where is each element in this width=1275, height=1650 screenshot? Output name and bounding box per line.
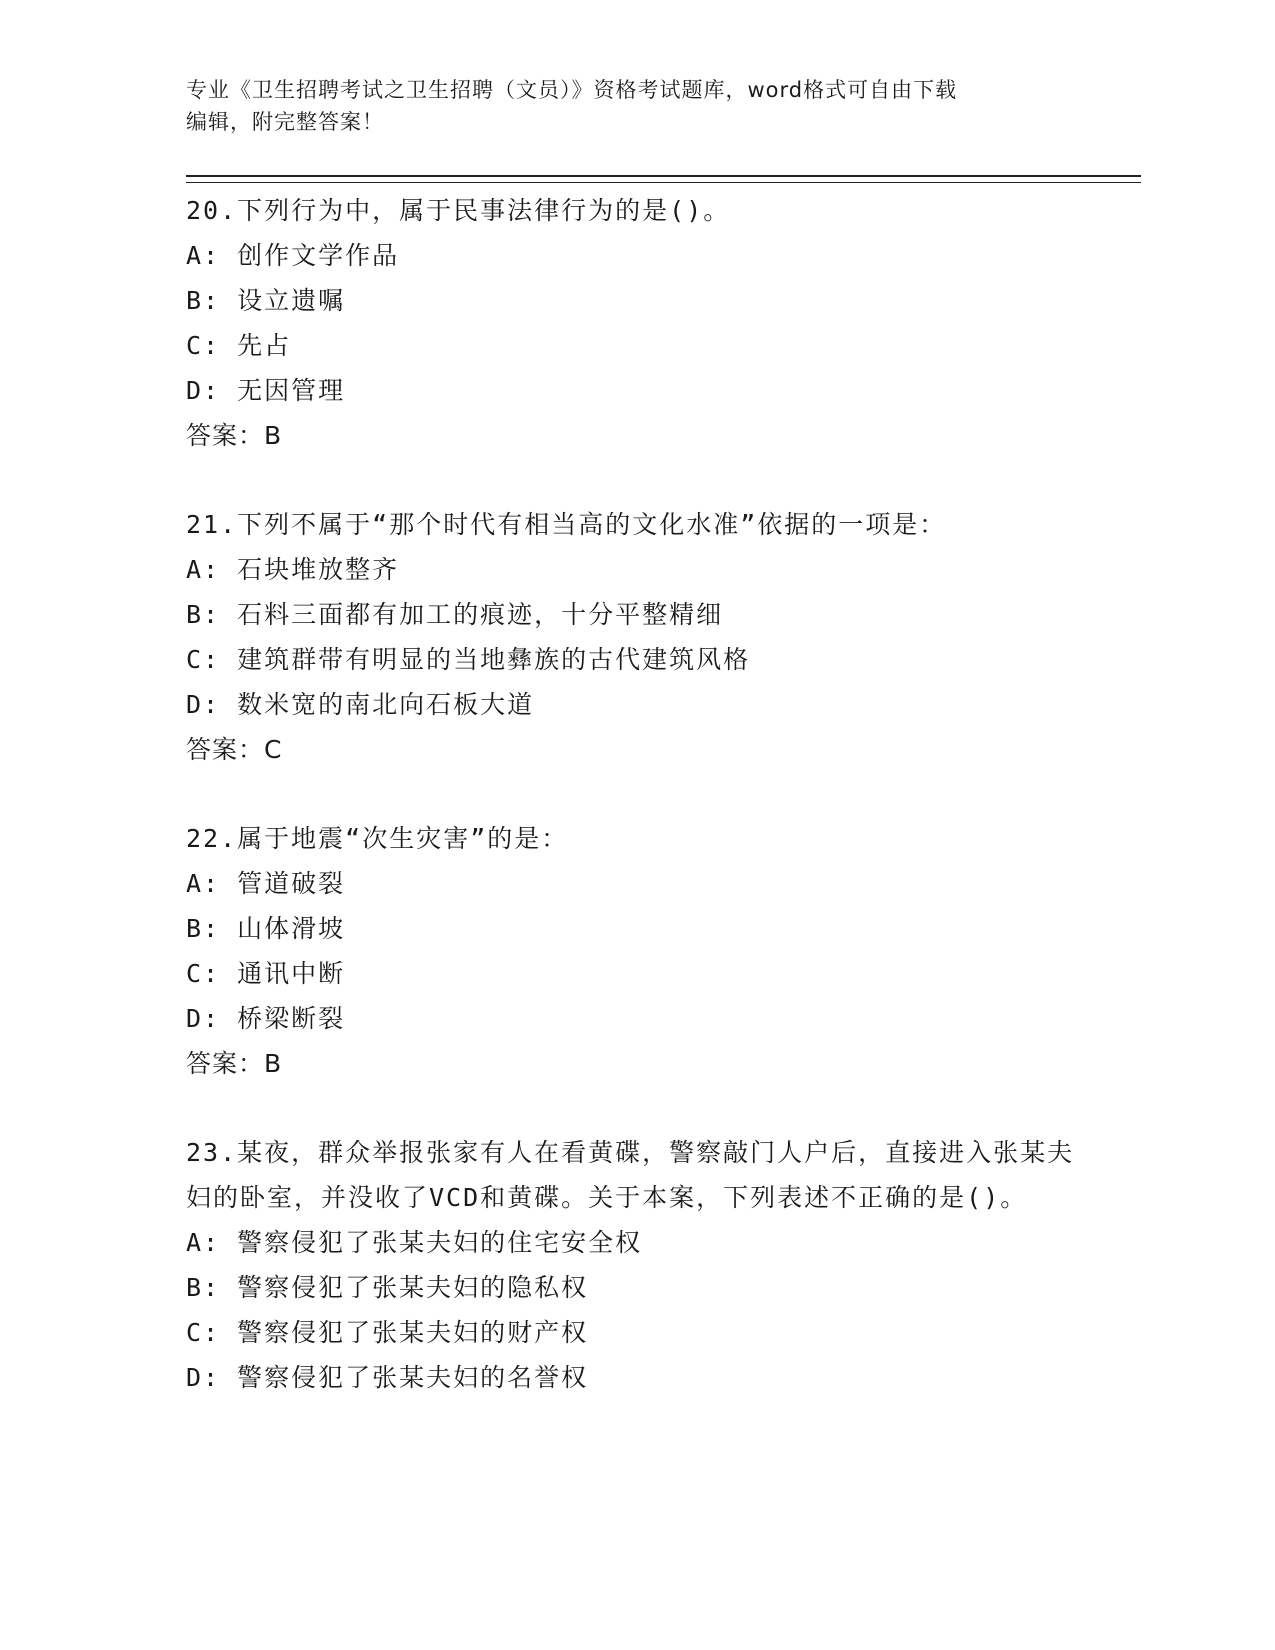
question-text: 23.某夜，群众举报张家有人在看黄碟，警察敲门人户后，直接进入张某夫妇的卧室，并没收了VCD和黄碟。关于本案，下列表述不正确的是()。 <box>186 1138 1075 1212</box>
question-text: 22.属于地震“次生灾害”的是： <box>186 824 569 853</box>
header-divider-thin <box>186 182 1141 183</box>
header-divider-thick <box>186 175 1141 177</box>
question-text: 20.下列行为中，属于民事法律行为的是()。 <box>186 196 731 225</box>
question-text: 21.下列不属于“那个时代有相当高的文化水准”依据的一项是： <box>186 510 947 539</box>
question-21 <box>186 502 1086 772</box>
option-c: C: 警察侵犯了张某夫妇的财产权 <box>186 1318 589 1347</box>
option-c: C: 建筑群带有明显的当地彝族的古代建筑风格 <box>186 645 751 674</box>
option-a: A: 管道破裂 <box>186 869 346 898</box>
option-d: D: 警察侵犯了张某夫妇的名誉权 <box>186 1363 589 1392</box>
question-20 <box>186 188 1086 458</box>
option-d: D: 桥梁断裂 <box>186 1004 346 1033</box>
option-b: B: 石料三面都有加工的痕迹，十分平整精细 <box>186 600 724 629</box>
option-d: D: 无因管理 <box>186 376 346 405</box>
option-a: A: 警察侵犯了张某夫妇的住宅安全权 <box>186 1228 643 1257</box>
header-line-1: 专业《卫生招聘考试之卫生招聘（文员）》资格考试题库，word格式可自由下载 <box>186 78 958 102</box>
option-b: B: 设立遗嘱 <box>186 286 346 315</box>
option-d: D: 数米宽的南北向石板大道 <box>186 690 535 719</box>
answer-line: 答案：B <box>186 421 283 450</box>
document-header <box>186 74 1086 138</box>
option-b: B: 警察侵犯了张某夫妇的隐私权 <box>186 1273 589 1302</box>
option-b: B: 山体滑坡 <box>186 914 346 943</box>
question-23 <box>186 1130 1086 1400</box>
answer-line: 答案：C <box>186 735 283 764</box>
header-line-2: 编辑，附完整答案！ <box>186 110 384 134</box>
option-c: C: 通讯中断 <box>186 959 346 988</box>
question-list <box>186 188 1086 1444</box>
option-c: C: 先占 <box>186 331 292 360</box>
answer-line: 答案：B <box>186 1049 283 1078</box>
option-a: A: 创作文学作品 <box>186 241 400 270</box>
question-22 <box>186 816 1086 1086</box>
option-a: A: 石块堆放整齐 <box>186 555 400 584</box>
